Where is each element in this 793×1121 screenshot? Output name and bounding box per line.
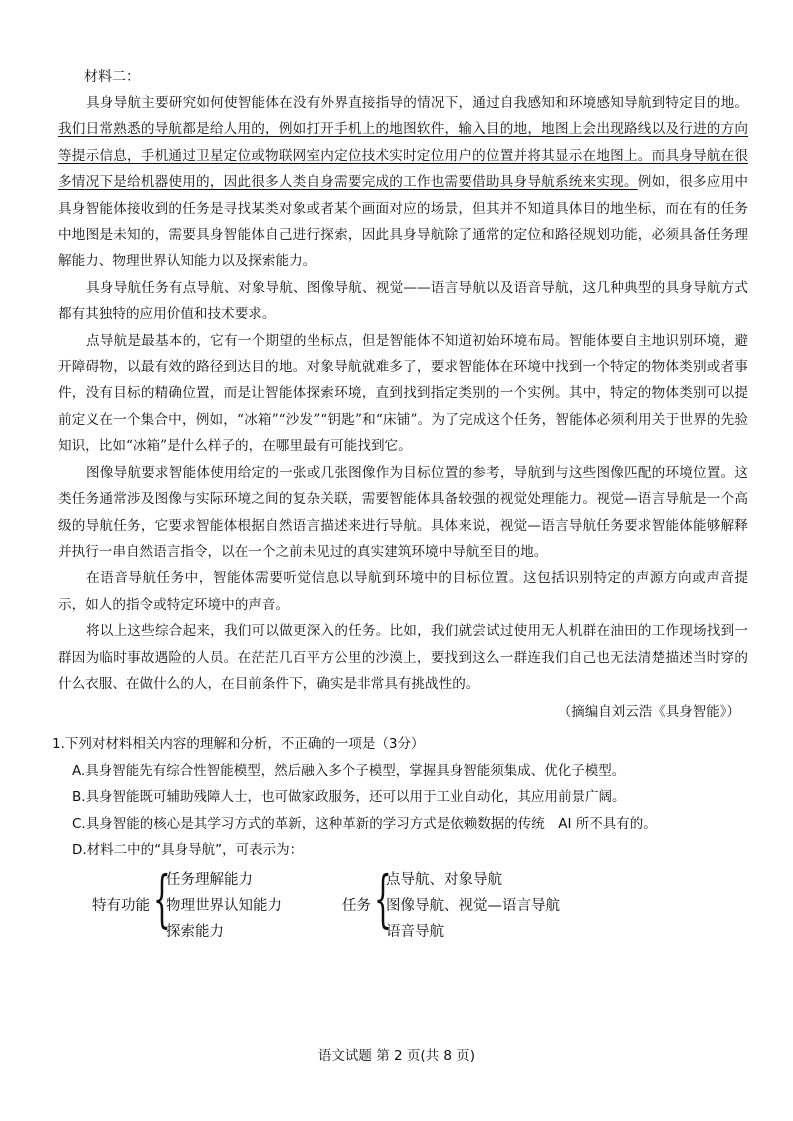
paragraph-2: 具身导航任务有点导航、对象导航、图像导航、视觉——语言导航以及语音导航，这几种典型的具身导航方式都有其独特的应用价值和技术要求。: [58, 279, 748, 323]
option-c: C.具身智能的核心是其学习方式的革新，这种革新的学习方式是依赖数据的传统 AI 所不具有的。: [72, 815, 657, 832]
source-citation: （摘编自刘云浩《具身智能》）: [557, 704, 740, 721]
left-item-2: 物理世界认知能力: [166, 897, 282, 914]
option-d: D.材料二中的“具身导航”，可表示为：: [72, 842, 304, 859]
diagram-right-label: 任务: [342, 897, 371, 914]
right-item-2: 图像导航、视觉—语言导航: [386, 897, 560, 914]
paragraph-1-underlined: 我们日常熟悉的导航都是给人用的，例如打开手机上的地图软件，输入目的地，地图上会出现路线以及行进的方向等提示信息，手机通过卫星定位或物联网室内定位技术实时定位用户的位置并将其显示在地图上。而具身导航在很多情况下是给机器使用的，因此很多人类自身需要完成的工作也需要借助具身导航系统来实现。: [58, 121, 748, 191]
material-heading: 材料二：: [84, 69, 140, 85]
right-item-1: 点导航、对象导航: [386, 871, 502, 888]
right-item-3: 语音导航: [386, 923, 444, 940]
paragraph-1-rest: 例如，很多应用中具身智能体接收到的任务是寻找某类对象或者某个画面对应的场景，但其并不知道具体目的地坐标，而在有的任务中地图是未知的，需要具身智能体自己进行探索，因此具身导航除了通常的定位和路径规划功能，必须具备任务理解能力、物理世界认知能力以及探索能力。: [58, 174, 749, 270]
paragraph-3: 点导航是最基本的，它有一个期望的坐标点，但是智能体不知道初始环境布局。智能体要自主地识别环境，避开障碍物，以最有效的路径到达目的地。对象导航就难多了，要求智能体在环境中找到一个特定的物体类别或者事件，没有目标的精确位置，而是让智能体探索环境，直到找到指定类别的一个实例。其中，特定的物体类别可以提前定义在一个集合中，例如，“冰箱”“沙发”“钥匙”和“床铺”。为了完成这个任务，智能体必须利用关于世界的先验知识，比如“冰箱”是什么样子的，在哪里最有可能找到它。: [58, 332, 748, 455]
left-brace: {: [153, 861, 171, 935]
paragraph-4: 图像导航要求智能体使用给定的一张或几张图像作为目标位置的参考，导航到与这些图像匹配的环境位置。这类任务通常涉及图像与实际环境之间的复杂关联，需要智能体具备较强的视觉处理能力。视觉—语言导航是一个高级的导航任务，它要求智能体根据自然语言描述来进行导航。具体来说，视觉—语言导航任务要求智能体能够解释并执行一串自然语言指令，以在一个之前未见过的真实建筑环境中导航至目的地。: [58, 464, 748, 560]
right-brace: {: [374, 861, 392, 935]
page-footer: 语文试题 第 2 页(共 8 页): [317, 1048, 476, 1064]
question-stem: 1.下列对材料相关内容的理解和分析，不正确的一项是（3分）: [52, 736, 425, 753]
option-a: A.具身智能先有综合性智能模型，然后融入多个子模型，掌握具身智能须集成、优化子模型。: [72, 762, 626, 779]
diagram-left-label: 特有功能: [92, 897, 150, 914]
exam-page: [52, 64, 749, 948]
left-item-3: 探索能力: [166, 923, 224, 940]
navigation-diagram: [58, 861, 748, 948]
left-item-1: 任务理解能力: [166, 871, 253, 888]
question-1: [52, 731, 748, 864]
paragraph-6: 将以上这些综合起来，我们可以做更深入的任务。比如，我们就尝试过使用无人机群在油田的工作现场找到一群因为临时事故遇险的人员。在茫茫几百平方公里的沙漠上，要找到这么一群连我们自己也无法清楚描述当时穿的什么衣服、在做什么的人，在目前条件下，确实是非常具有挑战性的。: [58, 623, 748, 692]
option-b: B.具身智能既可辅助残障人士，也可做家政服务，还可以用于工业自动化，其应用前景广阔。: [72, 789, 626, 806]
paragraph-1: [58, 90, 748, 275]
paragraph-1-intro: 具身导航主要研究如何使智能体在没有外界直接指导的情况下，通过自我感知和环境感知导航到特定目的地。: [86, 95, 748, 111]
paragraph-5: 在语音导航任务中，智能体需要听觉信息以导航到环境中的目标位置。这包括识别特定的声源方向或声音提示，如人的指令或特定环境中的声音。: [58, 570, 748, 613]
